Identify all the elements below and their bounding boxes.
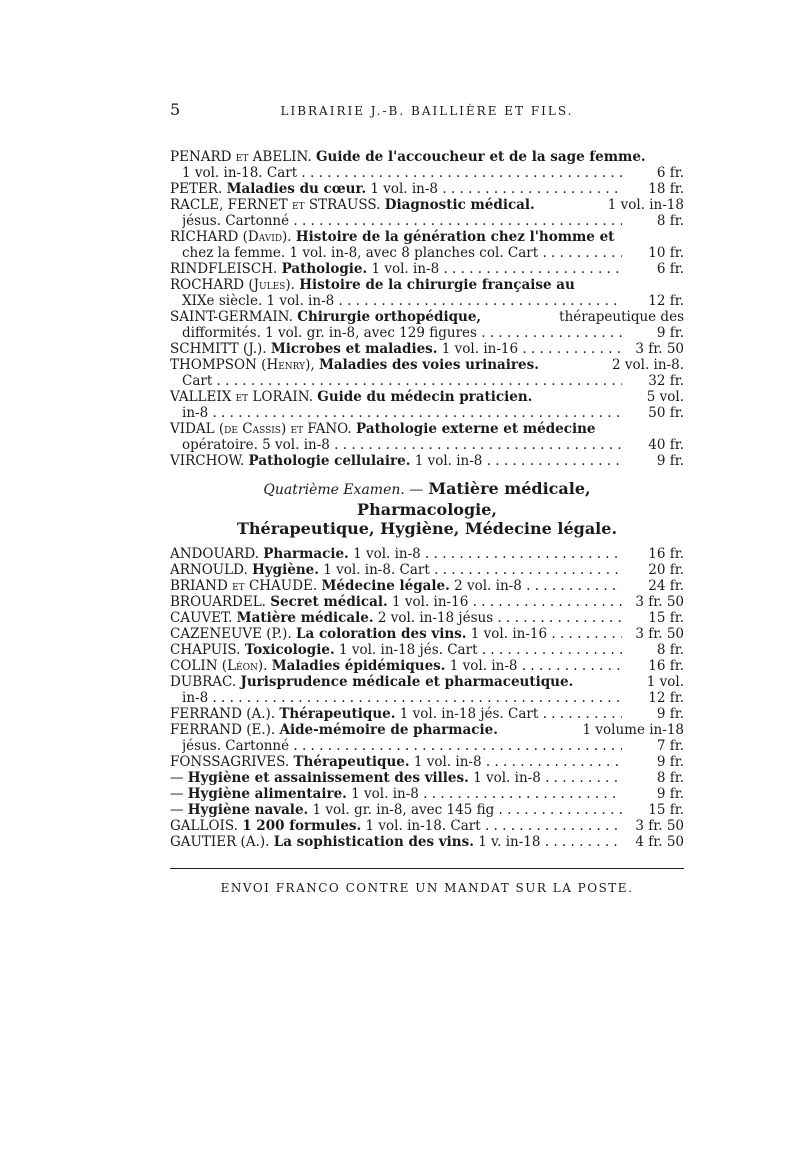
entry-main-line [170,453,622,469]
entry-extra: 1 volume in-18 [582,722,684,738]
entry-format: 1 vol. in-18. Cart [182,165,298,181]
entry-extra: 2 vol. in-8. [612,357,684,373]
entry-title: Thérapeutique. [279,706,396,722]
entry-price: 12 fr. [648,293,684,309]
entry-price: 9 fr. [656,325,684,341]
entry-title: Pathologie cellulaire. [248,453,411,469]
entry-extra: 1 vol. [646,674,684,690]
entry-author: SAINT-GERMAIN. [170,309,293,325]
catalog-entry [170,562,684,578]
entry-format: 1 vol. in-8 [353,546,421,562]
entry-main-line [170,642,622,658]
entry-author: PETER. [170,181,223,197]
entry-title: Hygiène. [252,562,319,578]
entry-price: 3 fr. 50 [635,341,684,357]
entry-format: 1 vol. in-8 [371,261,440,277]
entry-format: 1 v. in-18 [478,834,541,850]
page-number: 5 [170,100,183,119]
entry-format: jésus. Cartonné [182,738,290,754]
entry-format: 1 vol. in-8 [413,754,482,770]
entry-title: Jurisprudence médicale et pharmaceutique. [240,674,574,690]
entry-title: Diagnostic médical. [384,197,535,213]
entry-title: 1 200 formules. [242,818,362,834]
catalog-entry [170,834,684,850]
entry-author: BROUARDEL. [170,594,266,610]
entry-main-line [170,818,622,834]
catalog-entry [170,421,684,453]
page-header [170,100,684,119]
entry-format: 1 vol. in-18. Cart [365,818,481,834]
entry-author: CAZENEUVE (P.). [170,626,292,642]
entry-price: 8 fr. [656,642,684,658]
footer-rule [170,868,684,869]
entry-price: 40 fr. [648,437,684,453]
entry-price: 6 fr. [656,165,684,181]
entry-price: 24 fr. [648,578,684,594]
entry-extra: 1 vol. in-18 [607,197,684,213]
entry-title: Hygiène et assainissement des villes. [187,770,469,786]
entry-title: La sophistication des vins. [273,834,474,850]
catalog-entry [170,261,684,277]
entry-main-line [170,802,622,818]
catalog-entry [170,658,684,674]
entry-author: VIDAL (de Cassis) et FANO. [170,421,352,437]
entry-title: La coloration des vins. [296,626,467,642]
section-intro: Quatrième Examen. — [263,482,424,498]
entry-main-line [170,578,622,594]
entry-first-line [170,197,684,213]
entry-price: 15 fr. [648,802,684,818]
entry-format: 2 vol. in-18 jésus [377,610,494,626]
entry-main-line [170,261,622,277]
catalog-entry [170,309,684,341]
entry-title: Thérapeutique. [293,754,410,770]
entry-main-line [170,754,622,770]
entry-price: 6 fr. [656,261,684,277]
entry-price: 3 fr. 50 [635,626,684,642]
entry-format: difformités. 1 vol. gr. in-8, avec 129 figures [182,325,477,341]
entry-author: GAUTIER (A.). [170,834,270,850]
section-heading-2: Pharmacologie, [357,500,497,519]
entry-format: 1 vol. in-16 [441,341,519,357]
entry-price: 3 fr. 50 [635,594,684,610]
entry-format: 1 vol. in-8 [473,770,541,786]
entry-format: 1 vol. in-8 [351,786,419,802]
entry-price: 8 fr. [656,213,684,229]
entry-main-line [170,658,622,674]
catalog-entry [170,786,684,802]
catalog-entry [170,546,684,562]
catalog-entry [170,818,684,834]
entry-title: Aide-mémoire de pharmacie. [279,722,498,738]
entry-title: Pathologie externe et médecine [356,421,596,437]
entry-first-line [170,229,684,245]
entry-main-line [170,834,622,850]
entry-title: Secret médical. [270,594,388,610]
entry-price: 8 fr. [656,770,684,786]
entry-title: Pharmacie. [263,546,349,562]
entry-title: Guide de l'accoucheur et de la sage femme. [316,149,646,165]
entry-format: 2 vol. in-8 [454,578,522,594]
catalog-entry [170,389,684,421]
catalog-entry [170,229,684,261]
catalog-entry [170,610,684,626]
entry-author: RICHARD (David). [170,229,292,245]
section-heading [170,479,684,538]
entry-main-line [170,181,622,197]
entry-author: FERRAND (E.). [170,722,276,738]
entry-price: 9 fr. [656,453,684,469]
entry-author: — [170,802,184,818]
entry-price: 4 fr. 50 [635,834,684,850]
catalog-entry [170,453,684,469]
entry-price: 20 fr. [648,562,684,578]
entry-title: Matière médicale. [236,610,374,626]
catalog-entry [170,197,684,229]
footer-note: ENVOI FRANCO CONTRE UN MANDAT SUR LA POSTE. [220,881,634,895]
entry-first-line [170,674,684,690]
entry-price: 9 fr. [656,786,684,802]
section-heading-3: Thérapeutique, Hygiène, Médecine légale. [236,519,618,538]
entry-main-line [170,706,622,722]
entry-author: VIRCHOW. [170,453,245,469]
entry-title: Maladies épidémiques. [271,658,446,674]
catalog-entry [170,578,684,594]
entry-first-line [170,309,684,325]
entry-title: Médecine légale. [321,578,450,594]
entry-first-line [170,149,684,165]
entry-format: 1 vol. in-8. Cart [323,562,430,578]
entry-extra: 5 vol. [646,389,684,405]
entry-author: RACLE, FERNET et STRAUSS. [170,197,381,213]
entry-format: 1 vol. in-18 jés. Cart [399,706,539,722]
entry-title: Maladies des voies urinaires. [318,357,539,373]
entry-author: DUBRAC. [170,674,237,690]
entry-title: Guide du médecin praticien. [317,389,533,405]
entry-format: 1 vol. in-18 jés. Cart [338,642,478,658]
entry-author: RINDFLEISCH. [170,261,278,277]
entry-title: Hygiène navale. [187,802,309,818]
entry-author: SCHMITT (J.). [170,341,267,357]
entry-first-line [170,722,684,738]
entry-main-line [170,562,622,578]
entry-main-line [170,770,622,786]
entry-author: — [170,770,184,786]
entry-format: 1 vol. gr. in-8, avec 145 fig [312,802,495,818]
catalog-entry [170,674,684,706]
entry-first-line [170,277,684,293]
entry-format: jésus. Cartonné [182,213,290,229]
entry-main-line [170,786,622,802]
entry-price: 10 fr. [648,245,684,261]
catalog-page [170,100,684,895]
section-heading-1: Matière médicale, [428,479,591,498]
entry-main-line [170,594,622,610]
entry-title: Histoire de la génération chez l'homme et [295,229,615,245]
catalog-entries-b [170,546,684,850]
entry-format: in-8 [182,405,209,421]
entry-main-line [170,610,622,626]
entry-price: 15 fr. [648,610,684,626]
running-title: LIBRAIRIE J.-B. BAILLIÈRE ET FILS. [280,104,574,118]
entry-author: ANDOUARD. [170,546,259,562]
entry-first-line [170,357,684,373]
entry-main-line [170,626,622,642]
catalog-entry [170,754,684,770]
entry-price: 3 fr. 50 [635,818,684,834]
entry-title: Maladies du cœur. [226,181,367,197]
catalog-entry [170,277,684,309]
entry-author: BRIAND et CHAUDÉ. [170,578,318,594]
entry-author: CAUVET. [170,610,233,626]
catalog-entry [170,722,684,754]
catalog-entry [170,594,684,610]
entry-main-line [170,341,622,357]
entry-format: 1 vol. in-8 [370,181,439,197]
entry-author: CHAPUIS. [170,642,241,658]
entry-price: 32 fr. [648,373,684,389]
entry-author: ROCHARD (Jules). [170,277,295,293]
entry-title: Hygiène alimentaire. [187,786,347,802]
catalog-entry [170,802,684,818]
entry-price: 16 fr. [648,658,684,674]
entry-author: PENARD et ABELIN. [170,149,312,165]
entry-format: chez la femme. 1 vol. in-8, avec 8 planches col. Cart [182,245,539,261]
entry-price: 16 fr. [648,546,684,562]
catalog-entry [170,357,684,389]
entry-first-line [170,389,684,405]
entry-price: 12 fr. [648,690,684,706]
entry-price: 7 fr. [656,738,684,754]
entry-author: ARNOULD. [170,562,248,578]
entry-format: XIXe siècle. 1 vol. in-8 [182,293,335,309]
catalog-entry [170,181,684,197]
entry-title: Pathologie. [281,261,368,277]
catalog-entry [170,642,684,658]
entry-price: 18 fr. [648,181,684,197]
entry-format: 1 vol. in-8 [414,453,483,469]
catalog-entry [170,706,684,722]
entry-author: THOMPSON (Henry), [170,357,315,373]
entry-author: VALLEIX et LORAIN. [170,389,313,405]
entry-price: 50 fr. [648,405,684,421]
entry-extra: thérapeutique des [559,309,684,325]
entry-author: FONSSAGRIVES. [170,754,290,770]
entry-format: opératoire. 5 vol. in-8 [182,437,330,453]
entry-format: in-8 [182,690,209,706]
entry-main-line [170,546,622,562]
entry-format: 1 vol. in-16 [470,626,548,642]
entry-format: Cart [182,373,213,389]
entry-format: 1 vol. in-16 [392,594,469,610]
catalog-entry [170,770,684,786]
entry-title: Microbes et maladies. [270,341,438,357]
entry-first-line [170,421,684,437]
catalog-entries-a [170,149,684,469]
entry-author: COLIN (Léon). [170,658,268,674]
entry-author: GALLOIS. [170,818,238,834]
entry-author: — [170,786,184,802]
entry-author: FERRAND (A.). [170,706,276,722]
catalog-entry [170,149,684,181]
entry-format: 1 vol. in-8 [449,658,518,674]
entry-title: Chirurgie orthopédique, [297,309,482,325]
entry-price: 9 fr. [656,754,684,770]
entry-title: Histoire de la chirurgie française au [299,277,575,293]
entry-price: 9 fr. [656,706,684,722]
catalog-entry [170,341,684,357]
entry-title: Toxicologie. [244,642,335,658]
catalog-entry [170,626,684,642]
